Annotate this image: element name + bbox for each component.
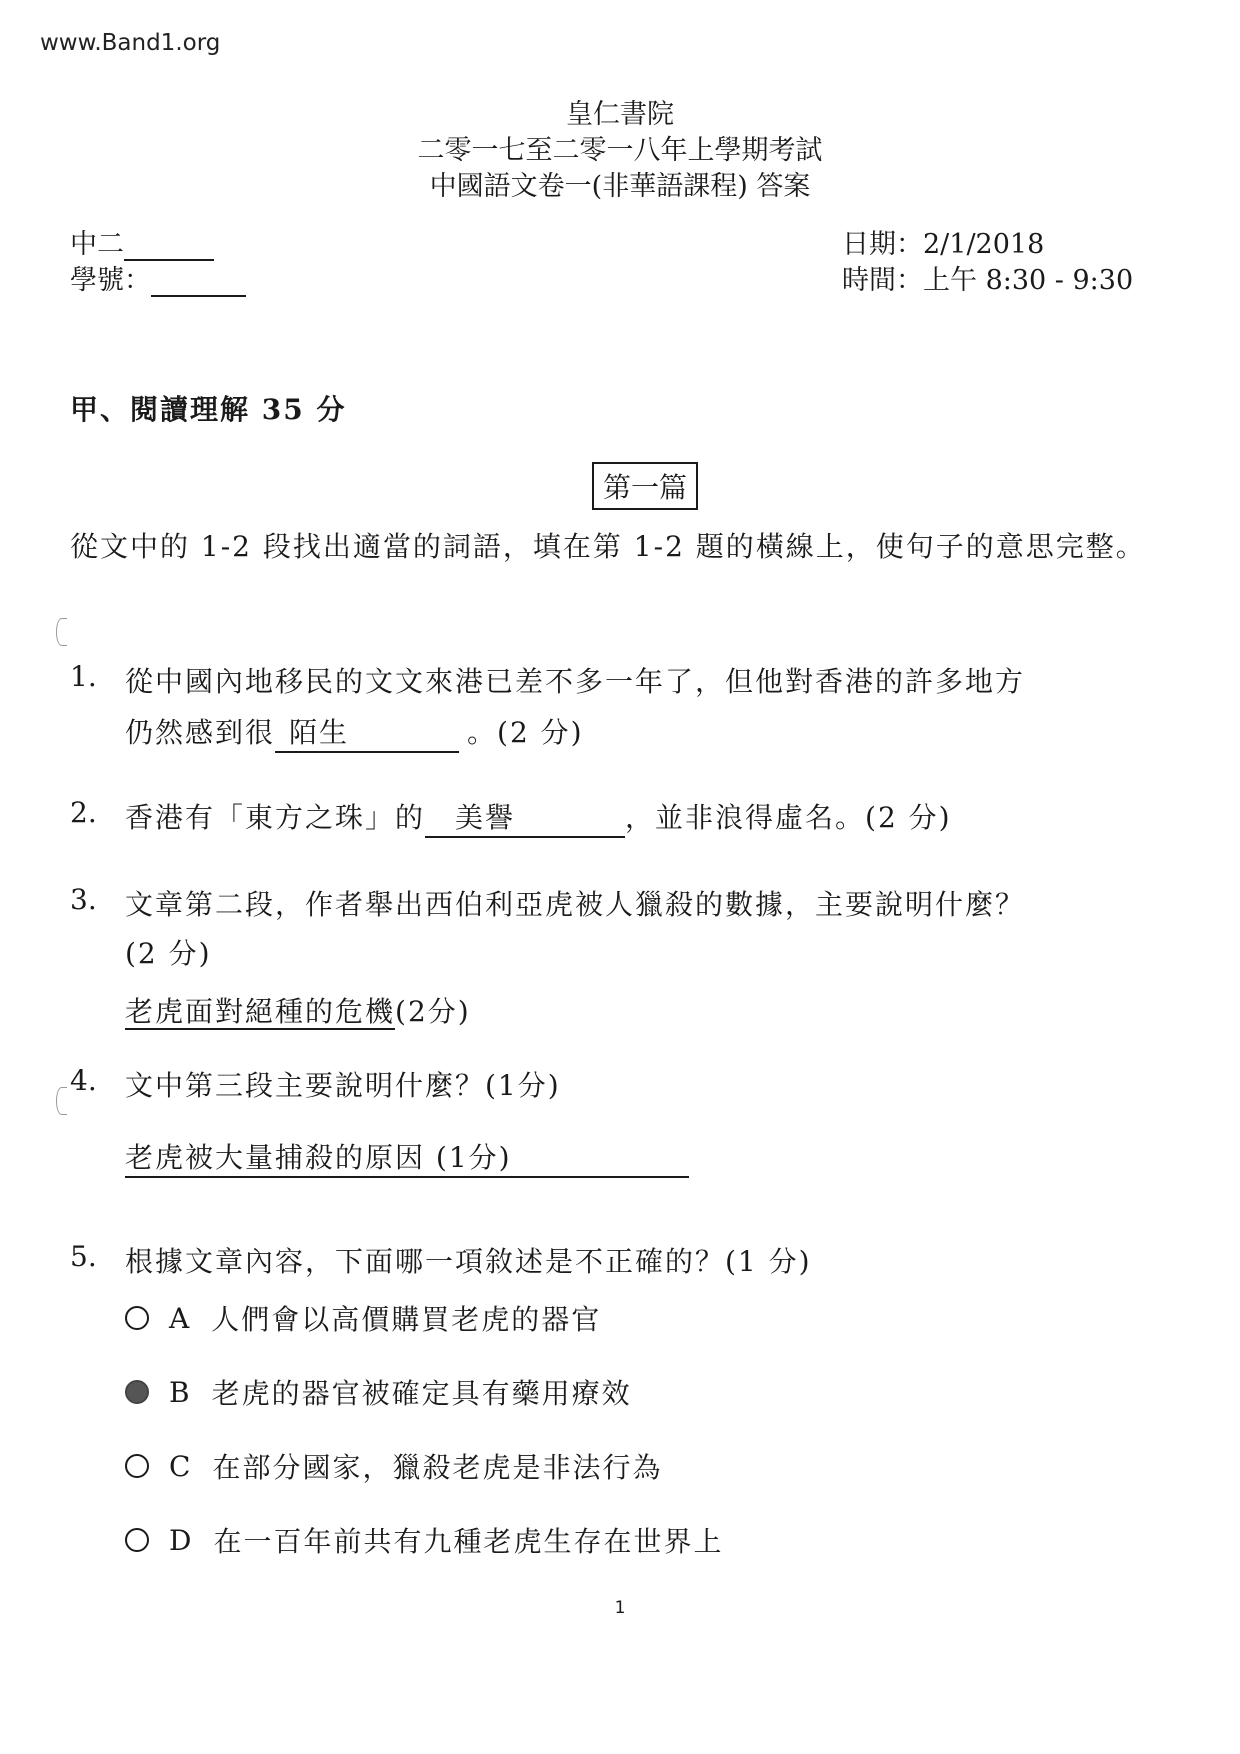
scan-mark — [56, 1087, 67, 1115]
exam-time: 時間：上午 8:30 - 9:30 — [842, 265, 1134, 296]
question-1-text: 仍然感到很 — [125, 716, 276, 749]
question-number: 3. — [70, 883, 97, 916]
radio-bubble[interactable] — [125, 1306, 149, 1330]
option-letter: B — [169, 1375, 192, 1409]
question-number: 1. — [70, 660, 97, 693]
question-4-answer[interactable]: 老虎被大量捕殺的原因 (1分) — [125, 1136, 689, 1178]
option-text: 在部分國家，獵殺老虎是非法行為 — [212, 1451, 663, 1484]
question-number: 4. — [70, 1064, 97, 1097]
question-3-answer[interactable]: 老虎面對絕種的危機 — [125, 995, 396, 1028]
paper-title: 中國語文卷一(非華語課程) 答案 — [429, 171, 811, 202]
question-2-answer[interactable]: 美譽 — [425, 796, 625, 838]
question-3-answer-line — [125, 990, 471, 1030]
option-letter: D — [169, 1523, 194, 1557]
question-1-mark: 。(2 分) — [467, 716, 584, 749]
radio-bubble[interactable] — [125, 1528, 149, 1552]
question-4-answer-line — [125, 1136, 689, 1178]
section-title: 甲、閱讀理解 35 分 — [70, 393, 347, 426]
scan-mark — [56, 618, 67, 646]
page-number: 1 — [614, 1598, 626, 1618]
radio-bubble[interactable] — [125, 1454, 149, 1478]
option-d[interactable] — [125, 1520, 723, 1560]
question-number: 2. — [70, 796, 97, 829]
passage-label: 第一篇 — [592, 462, 698, 510]
option-letter: A — [169, 1301, 192, 1335]
watermark-url[interactable]: www.Band1.org — [40, 30, 221, 56]
option-c[interactable] — [125, 1446, 662, 1486]
question-1-answer[interactable]: 陌生 — [275, 711, 459, 753]
question-1-line1: 從中國內地移民的文文來港已差不多一年了，但他對香港的許多地方 — [125, 665, 1026, 698]
question-5-line1: 根據文章內容，下面哪一項敘述是不正確的？(1 分) — [125, 1245, 812, 1278]
school-name: 皇仁書院 — [566, 99, 674, 130]
option-text: 在一百年前共有九種老虎生存在世界上 — [213, 1525, 724, 1558]
class-blank[interactable] — [124, 233, 214, 261]
option-a[interactable] — [125, 1298, 601, 1338]
question-3-answer-mark: (2分) — [395, 995, 471, 1028]
exam-date: 日期：2/1/2018 — [842, 229, 1045, 260]
student-no-label: 學號： — [70, 265, 151, 296]
question-2-text: 香港有「東方之珠」的 — [125, 801, 426, 834]
question-number: 5. — [70, 1240, 97, 1273]
option-text: 老虎的器官被確定具有藥用療效 — [211, 1377, 632, 1410]
radio-bubble-selected[interactable] — [125, 1380, 149, 1404]
question-2-line — [125, 796, 952, 838]
student-no-blank[interactable] — [151, 269, 246, 297]
class-label: 中二 — [70, 229, 124, 260]
option-b[interactable] — [125, 1372, 632, 1412]
student-no-field — [70, 258, 246, 297]
question-1-line2 — [125, 711, 584, 753]
exam-title: 二零一七至二零一八年上學期考試 — [417, 135, 823, 166]
question-3-line2: (2 分) — [125, 937, 212, 970]
option-text: 人們會以高價購買老虎的器官 — [211, 1303, 602, 1336]
question-2-mark: ，並非浪得虛名。(2 分) — [625, 801, 952, 834]
class-field — [70, 222, 214, 261]
instruction-text: 從文中的 1-2 段找出適當的詞語，填在第 1-2 題的橫線上，使句子的意思完整。 — [70, 530, 1146, 563]
option-letter: C — [169, 1449, 193, 1483]
question-3-line1: 文章第二段，作者舉出西伯利亞虎被人獵殺的數據，主要說明什麼？ — [125, 888, 1026, 921]
question-4-line1: 文中第三段主要說明什麼？(1分) — [125, 1069, 561, 1102]
